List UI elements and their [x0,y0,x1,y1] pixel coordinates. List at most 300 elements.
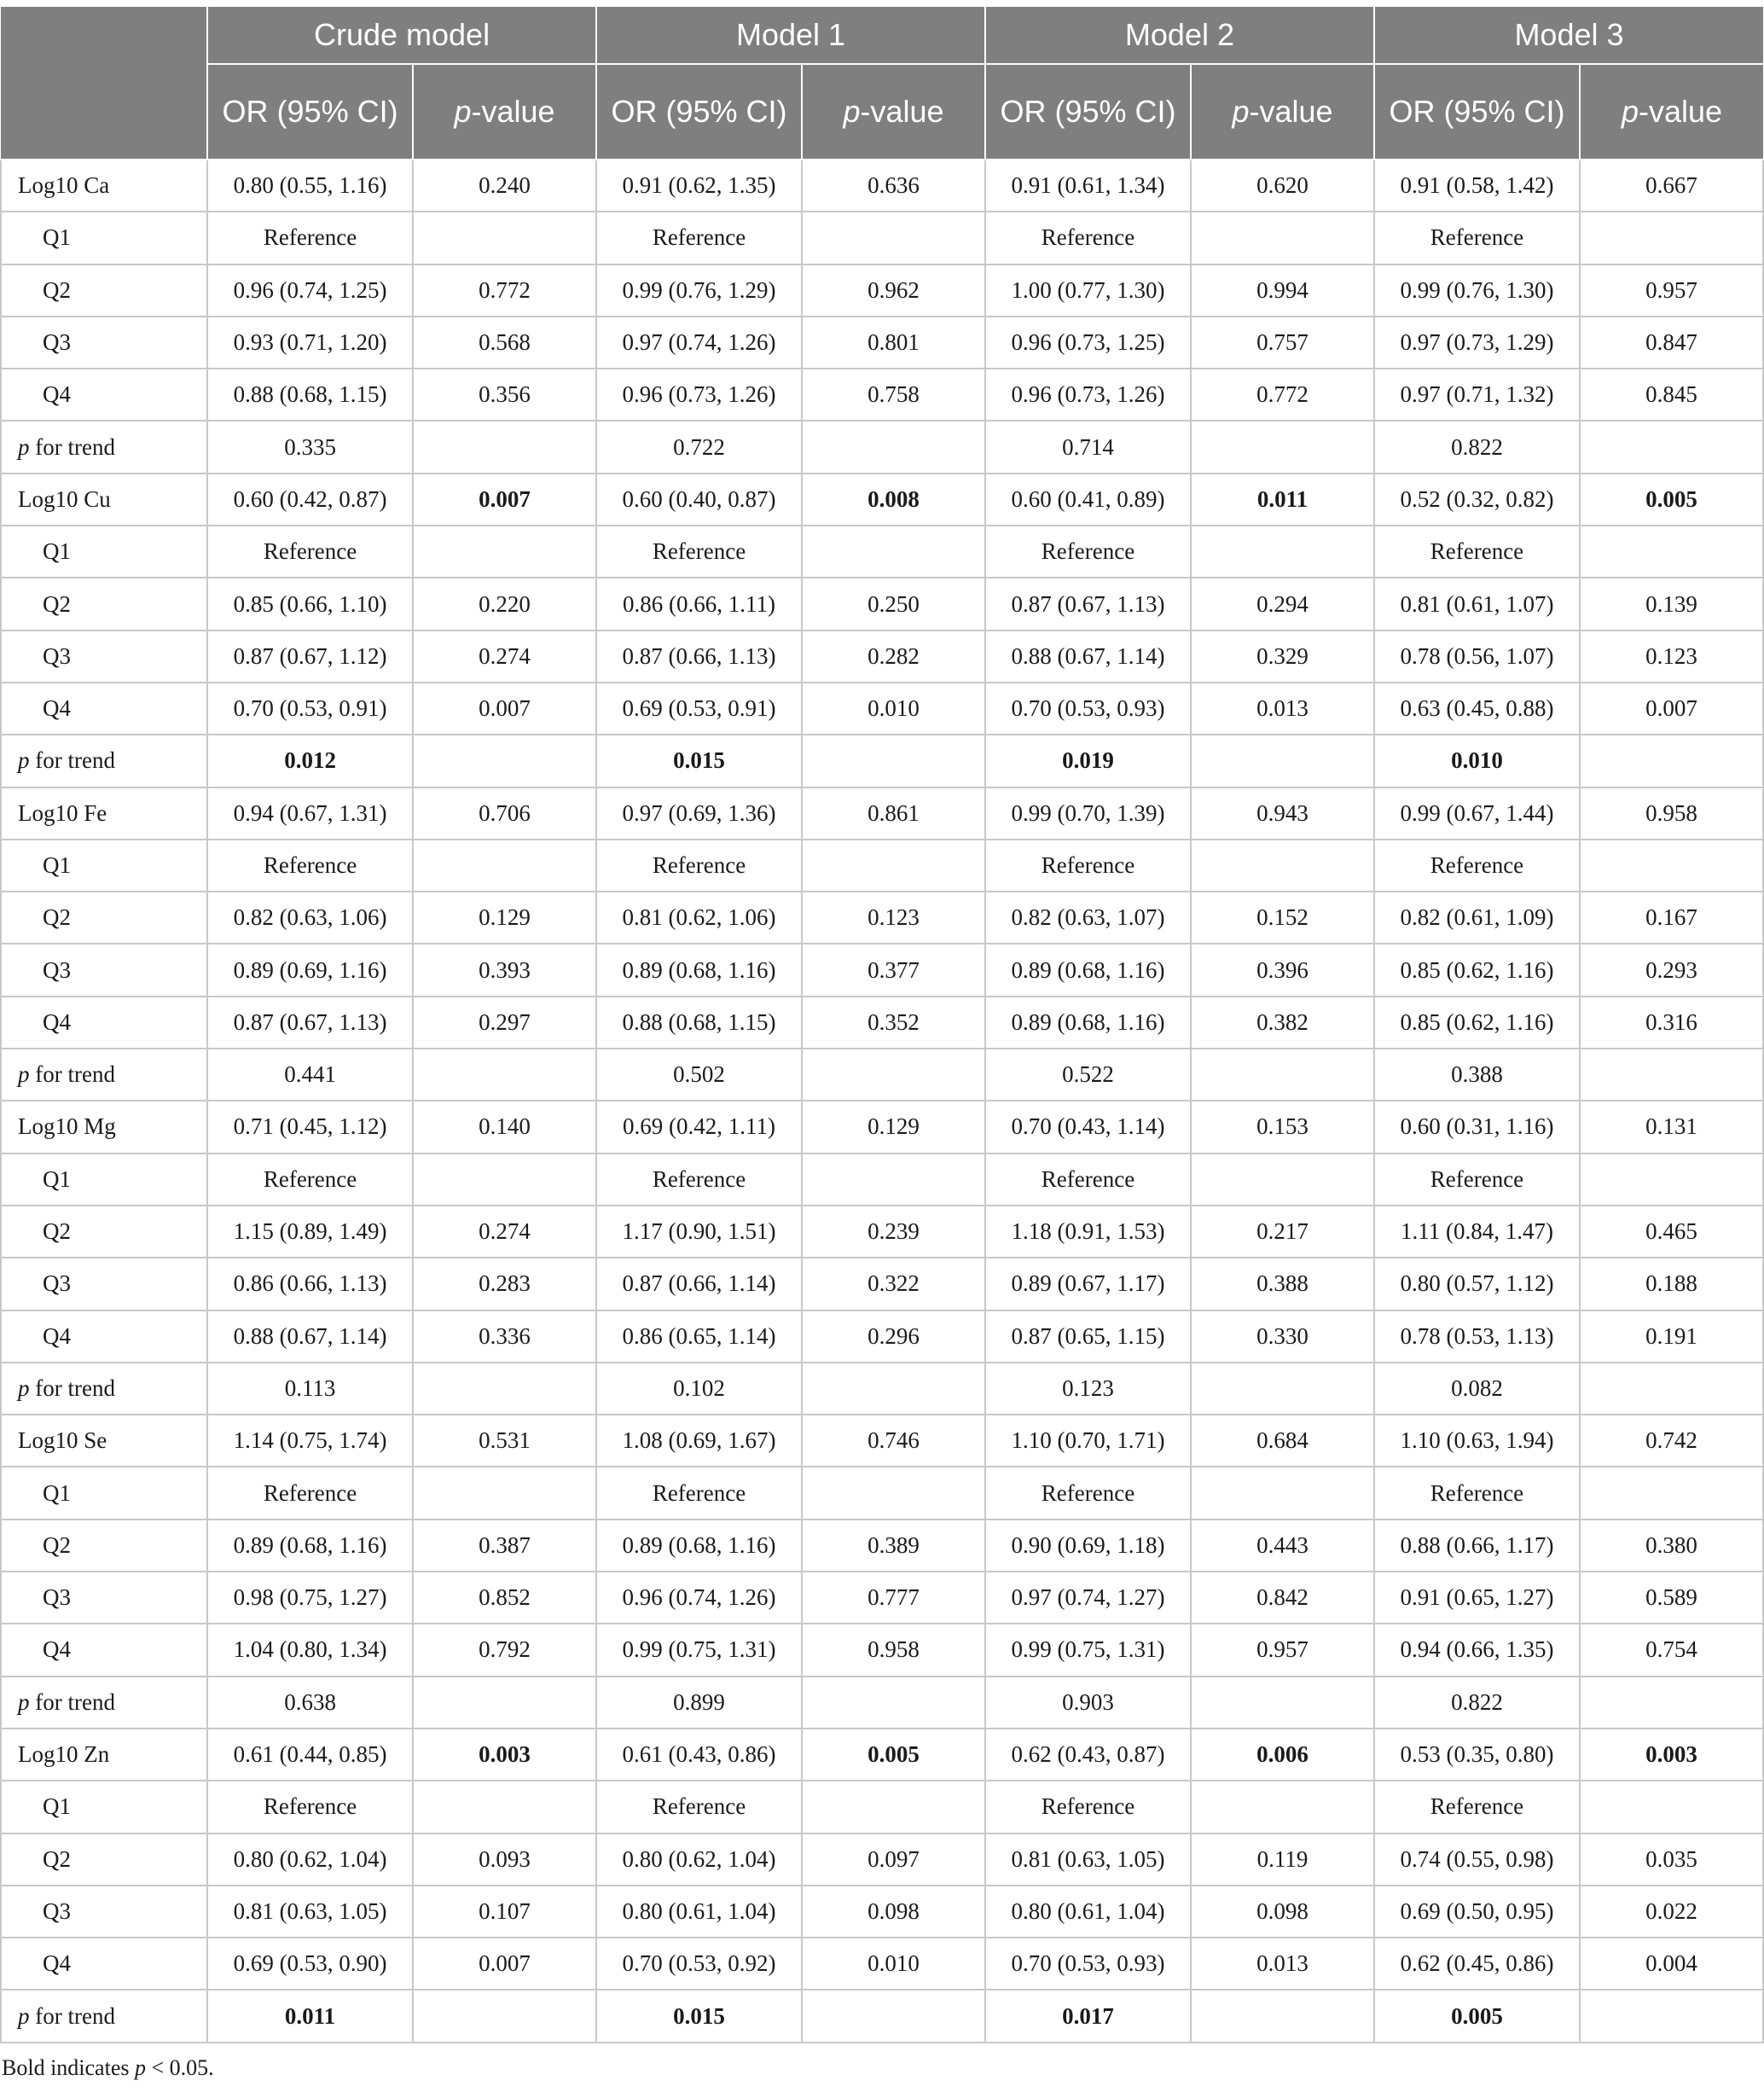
p-value-cell: 0.465 [1580,1206,1763,1258]
or-ci-cell: 0.81 (0.62, 1.06) [596,892,802,944]
or-ci-cell: 0.61 (0.43, 0.86) [596,1729,802,1781]
or-ci-cell: 0.011 [207,1990,413,2042]
p-value-cell: 0.958 [802,1624,985,1676]
or-ci-cell: Reference [1374,1154,1580,1206]
table-row [1,578,1763,630]
or-ci-cell: Reference [985,212,1191,264]
p-value-cell: 0.757 [1191,317,1374,369]
header-model-2: Model 2 [985,7,1374,64]
row-label: Q4 [1,1310,207,1363]
p-value-cell [413,1677,596,1729]
row-label: Q1 [1,1781,207,1833]
p-value-cell: 0.274 [413,1206,596,1258]
or-ci-cell: 0.82 (0.63, 1.06) [207,892,413,944]
p-value-cell [802,1781,985,1833]
row-label: Log10 Mg [1,1101,207,1153]
table-row [1,421,1763,473]
or-ci-cell: 0.87 (0.67, 1.13) [207,997,413,1049]
or-ci-cell: 0.89 (0.68, 1.16) [596,944,802,996]
p-value-cell [802,1363,985,1415]
p-value-cell: 0.336 [413,1310,596,1363]
or-ci-cell: 0.60 (0.41, 0.89) [985,474,1191,526]
p-value-cell: 0.772 [1191,369,1374,421]
or-ci-cell: 0.97 (0.73, 1.29) [1374,317,1580,369]
or-ci-cell: 0.81 (0.61, 1.07) [1374,578,1580,630]
p-value-cell: 0.107 [413,1886,596,1938]
p-value-cell [413,735,596,787]
or-ci-cell: 0.90 (0.69, 1.18) [985,1520,1191,1572]
p-value-cell: 0.098 [1191,1886,1374,1938]
p-value-cell: 0.387 [413,1520,596,1572]
or-ci-cell: 0.99 (0.67, 1.44) [1374,787,1580,840]
p-value-cell: 0.842 [1191,1572,1374,1624]
or-ci-cell: 0.91 (0.65, 1.27) [1374,1572,1580,1624]
p-value-cell: 0.962 [802,264,985,317]
or-ci-cell: Reference [1374,1467,1580,1519]
or-ci-cell: 0.388 [1374,1049,1580,1101]
p-value-cell [1580,526,1763,578]
or-ci-cell: 1.10 (0.70, 1.71) [985,1415,1191,1467]
p-value-cell: 0.746 [802,1415,985,1467]
p-value-cell: 0.119 [1191,1833,1374,1886]
or-ci-cell: 0.80 (0.62, 1.04) [596,1833,802,1886]
or-ci-cell: 0.69 (0.42, 1.11) [596,1101,802,1153]
or-ci-cell: 0.70 (0.53, 0.93) [985,683,1191,735]
header-model-3: Model 3 [1374,7,1763,64]
or-ci-cell: 0.015 [596,1990,802,2042]
header-or-ci: OR (95% CI) [207,64,413,160]
or-ci-cell: Reference [207,1781,413,1833]
or-ci-cell: 0.82 (0.63, 1.07) [985,892,1191,944]
row-label: Q3 [1,1258,207,1310]
p-value-cell [1191,1363,1374,1415]
or-ci-cell: 0.70 (0.43, 1.14) [985,1101,1191,1153]
table-container [0,7,1764,2081]
p-value-cell [802,421,985,473]
or-ci-cell: Reference [596,840,802,892]
or-ci-cell: Reference [596,212,802,264]
or-ci-cell: 1.17 (0.90, 1.51) [596,1206,802,1258]
row-label: p for trend [1,1990,207,2042]
or-ci-cell: 0.69 (0.50, 0.95) [1374,1886,1580,1938]
p-value-cell: 0.396 [1191,944,1374,996]
table-row [1,160,1763,212]
row-label: Q3 [1,944,207,996]
header-p-italic: p [843,94,861,129]
row-label: Q3 [1,1572,207,1624]
or-ci-cell: 0.96 (0.73, 1.25) [985,317,1191,369]
or-ci-cell: 0.78 (0.56, 1.07) [1374,631,1580,683]
p-value-cell: 0.777 [802,1572,985,1624]
p-value-cell: 0.772 [413,264,596,317]
row-label: Log10 Se [1,1415,207,1467]
or-ci-cell: 1.18 (0.91, 1.53) [985,1206,1191,1258]
table-row [1,1363,1763,1415]
p-value-cell [1580,1154,1763,1206]
table-row [1,1990,1763,2042]
row-label: Q4 [1,369,207,421]
header-or-ci: OR (95% CI) [1374,64,1580,160]
p-value-cell [1191,1781,1374,1833]
table-row [1,892,1763,944]
p-value-cell [413,212,596,264]
header-p-italic: p [454,94,472,129]
table-row [1,1415,1763,1467]
or-ci-cell: 0.81 (0.63, 1.05) [985,1833,1191,1886]
header-or-ci: OR (95% CI) [985,64,1191,160]
row-label: Q4 [1,1938,207,1990]
or-ci-cell: 0.91 (0.62, 1.35) [596,160,802,212]
or-ci-cell: 0.89 (0.68, 1.16) [596,1520,802,1572]
header-p-rest: -value [860,94,944,129]
or-ci-cell: 0.99 (0.75, 1.31) [985,1624,1191,1676]
header-model-1: Model 1 [596,7,985,64]
p-value-cell [1191,1154,1374,1206]
or-ci-cell: 0.85 (0.66, 1.10) [207,578,413,630]
p-value-cell [1580,1049,1763,1101]
or-ci-cell: 0.502 [596,1049,802,1101]
table-row [1,787,1763,840]
p-value-cell: 0.131 [1580,1101,1763,1153]
or-ci-cell: 0.88 (0.68, 1.15) [207,369,413,421]
row-label: Q1 [1,1467,207,1519]
or-ci-cell: 0.74 (0.55, 0.98) [1374,1833,1580,1886]
or-ci-cell: 1.14 (0.75, 1.74) [207,1415,413,1467]
p-value-cell [1580,840,1763,892]
table-row [1,369,1763,421]
or-ci-cell: 0.99 (0.76, 1.29) [596,264,802,317]
or-ci-cell: 0.93 (0.71, 1.20) [207,317,413,369]
or-ci-cell: 0.71 (0.45, 1.12) [207,1101,413,1153]
p-value-cell: 0.003 [1580,1729,1763,1781]
p-value-cell [802,1154,985,1206]
p-value-cell: 0.393 [413,944,596,996]
or-ci-cell: 0.70 (0.53, 0.92) [596,1938,802,1990]
p-value-cell [802,1049,985,1101]
p-value-cell [1191,212,1374,264]
p-value-cell [413,1363,596,1415]
p-value-cell: 0.316 [1580,997,1763,1049]
p-value-cell [413,1990,596,2042]
or-ci-cell: Reference [596,526,802,578]
or-ci-cell: 1.00 (0.77, 1.30) [985,264,1191,317]
or-ci-cell: 0.52 (0.32, 0.82) [1374,474,1580,526]
table-row [1,1624,1763,1676]
p-value-cell: 0.013 [1191,683,1374,735]
or-ci-cell: 0.86 (0.65, 1.14) [596,1310,802,1363]
table-row [1,1572,1763,1624]
p-value-cell: 0.007 [413,474,596,526]
p-value-cell: 0.004 [1580,1938,1763,1990]
p-value-cell: 0.022 [1580,1886,1763,1938]
or-ci-cell: 0.019 [985,735,1191,787]
or-ci-cell: 1.10 (0.63, 1.94) [1374,1415,1580,1467]
row-label: Q1 [1,840,207,892]
or-ci-cell: 0.70 (0.53, 0.93) [985,1938,1191,1990]
p-value-cell: 0.801 [802,317,985,369]
p-value-cell: 0.005 [802,1729,985,1781]
table-row [1,840,1763,892]
or-ci-cell: 0.017 [985,1990,1191,2042]
or-ci-cell: 0.88 (0.67, 1.14) [985,631,1191,683]
p-value-cell: 0.861 [802,787,985,840]
table-row [1,1886,1763,1938]
or-ci-cell: 0.99 (0.76, 1.30) [1374,264,1580,317]
or-ci-cell: 0.60 (0.42, 0.87) [207,474,413,526]
or-ci-cell: 0.89 (0.68, 1.16) [985,997,1191,1049]
or-ci-cell: 1.04 (0.80, 1.34) [207,1624,413,1676]
p-value-cell: 0.123 [1580,631,1763,683]
p-value-cell: 0.382 [1191,997,1374,1049]
p-value-cell [413,1781,596,1833]
p-value-cell: 0.958 [1580,787,1763,840]
row-label: Q4 [1,997,207,1049]
p-value-cell: 0.706 [413,787,596,840]
p-value-cell: 0.443 [1191,1520,1374,1572]
or-ci-cell: 0.85 (0.62, 1.16) [1374,944,1580,996]
or-ci-cell: 0.96 (0.73, 1.26) [596,369,802,421]
or-ci-cell: 0.80 (0.55, 1.16) [207,160,413,212]
table-body [1,160,1763,2043]
p-value-cell: 0.845 [1580,369,1763,421]
or-ci-cell: 0.441 [207,1049,413,1101]
p-value-cell: 0.250 [802,578,985,630]
p-value-cell [1191,526,1374,578]
or-ci-cell: 0.015 [596,735,802,787]
p-value-cell: 0.589 [1580,1572,1763,1624]
or-ci-cell: Reference [1374,840,1580,892]
header-p-value [413,64,596,160]
p-value-cell: 0.220 [413,578,596,630]
or-ci-cell: 0.89 (0.67, 1.17) [985,1258,1191,1310]
or-ci-cell: 0.94 (0.67, 1.31) [207,787,413,840]
row-label: Q2 [1,1520,207,1572]
header-p-rest: -value [471,94,555,129]
or-ci-cell: 0.63 (0.45, 0.88) [1374,683,1580,735]
table-row [1,631,1763,683]
p-value-cell [1580,1781,1763,1833]
p-value-cell: 0.153 [1191,1101,1374,1153]
p-value-cell [413,1154,596,1206]
or-ci-cell: 0.87 (0.66, 1.13) [596,631,802,683]
or-ci-cell: Reference [985,1781,1191,1833]
or-ci-cell: Reference [207,526,413,578]
or-ci-cell: Reference [985,840,1191,892]
table-row [1,317,1763,369]
p-value-cell: 0.330 [1191,1310,1374,1363]
row-label: Q4 [1,1624,207,1676]
p-value-cell [1580,1677,1763,1729]
row-label: p for trend [1,1677,207,1729]
footnote-suffix: < 0.05. [145,2054,214,2080]
p-value-cell: 0.377 [802,944,985,996]
p-value-cell: 0.356 [413,369,596,421]
header-p-rest: -value [1638,94,1723,129]
or-ci-cell: Reference [207,840,413,892]
p-value-cell: 0.129 [413,892,596,944]
or-ci-cell: 0.96 (0.74, 1.26) [596,1572,802,1624]
row-label: Q2 [1,264,207,317]
or-ci-cell: 0.78 (0.53, 1.13) [1374,1310,1580,1363]
p-value-cell: 0.754 [1580,1624,1763,1676]
row-label: Q1 [1,526,207,578]
or-ci-cell: 0.85 (0.62, 1.16) [1374,997,1580,1049]
table-row [1,1677,1763,1729]
or-ci-cell: 0.62 (0.45, 0.86) [1374,1938,1580,1990]
p-value-cell [1580,1467,1763,1519]
p-value-cell [413,1467,596,1519]
table-row [1,264,1763,317]
or-ci-cell: 0.82 (0.61, 1.09) [1374,892,1580,944]
p-value-cell [802,1467,985,1519]
table-row [1,212,1763,264]
p-value-cell: 0.167 [1580,892,1763,944]
p-value-cell: 0.011 [1191,474,1374,526]
p-value-cell: 0.035 [1580,1833,1763,1886]
p-value-cell: 0.217 [1191,1206,1374,1258]
p-value-cell [802,1677,985,1729]
or-ci-cell: 0.89 (0.68, 1.16) [985,944,1191,996]
or-ci-cell: Reference [1374,526,1580,578]
table-row [1,997,1763,1049]
or-ci-cell: 0.88 (0.68, 1.15) [596,997,802,1049]
or-ci-cell: 0.53 (0.35, 0.80) [1374,1729,1580,1781]
p-value-cell [1191,1677,1374,1729]
or-ci-cell: 0.97 (0.69, 1.36) [596,787,802,840]
row-label: Log10 Fe [1,787,207,840]
p-value-cell [413,526,596,578]
row-label: p for trend [1,735,207,787]
or-ci-cell: 0.89 (0.68, 1.16) [207,1520,413,1572]
or-ci-cell: 0.70 (0.53, 0.91) [207,683,413,735]
p-value-cell: 0.352 [802,997,985,1049]
or-ci-cell: 0.714 [985,421,1191,473]
p-value-cell: 0.568 [413,317,596,369]
p-value-cell: 0.322 [802,1258,985,1310]
table-row [1,944,1763,996]
row-label: Q2 [1,578,207,630]
header-corner-cell [1,7,207,160]
header-or-ci: OR (95% CI) [596,64,802,160]
p-value-cell: 0.389 [802,1520,985,1572]
or-ci-cell: Reference [207,1154,413,1206]
or-ci-cell: Reference [985,1154,1191,1206]
or-ci-cell: 0.005 [1374,1990,1580,2042]
or-ci-cell: 0.80 (0.61, 1.04) [596,1886,802,1938]
or-ci-cell: 0.98 (0.75, 1.27) [207,1572,413,1624]
table-row [1,1206,1763,1258]
or-ci-cell: 0.638 [207,1677,413,1729]
or-ci-cell: 0.88 (0.66, 1.17) [1374,1520,1580,1572]
p-value-cell: 0.293 [1580,944,1763,996]
p-value-cell: 0.123 [802,892,985,944]
or-ci-cell: Reference [985,1467,1191,1519]
p-value-cell [802,1990,985,2042]
or-ci-cell: 1.11 (0.84, 1.47) [1374,1206,1580,1258]
p-value-cell [413,840,596,892]
table-row [1,1310,1763,1363]
p-value-cell [1580,735,1763,787]
or-ci-cell: 0.010 [1374,735,1580,787]
p-value-cell: 0.852 [413,1572,596,1624]
p-value-cell: 0.152 [1191,892,1374,944]
p-value-cell: 0.008 [802,474,985,526]
p-value-cell: 0.007 [413,1938,596,1990]
or-ci-cell: 0.822 [1374,421,1580,473]
or-ci-cell: 0.88 (0.67, 1.14) [207,1310,413,1363]
p-value-cell: 0.380 [1580,1520,1763,1572]
or-ci-cell: 0.87 (0.66, 1.14) [596,1258,802,1310]
or-ci-cell: 0.62 (0.43, 0.87) [985,1729,1191,1781]
p-value-cell: 0.003 [413,1729,596,1781]
p-value-cell [802,735,985,787]
or-ci-cell: 0.123 [985,1363,1191,1415]
p-value-cell [1191,1990,1374,2042]
or-ci-cell: 0.96 (0.73, 1.26) [985,369,1191,421]
or-ci-cell: 0.903 [985,1677,1191,1729]
p-value-cell: 0.010 [802,1938,985,1990]
or-ci-cell: Reference [596,1154,802,1206]
or-ci-cell: 0.60 (0.31, 1.16) [1374,1101,1580,1153]
p-value-cell: 0.742 [1580,1415,1763,1467]
p-value-cell [1580,1990,1763,2042]
row-label: Q1 [1,1154,207,1206]
p-value-cell [802,212,985,264]
subheader-row [1,64,1763,160]
p-value-cell: 0.010 [802,683,985,735]
table-row [1,1938,1763,1990]
p-value-cell: 0.620 [1191,160,1374,212]
p-value-cell: 0.758 [802,369,985,421]
row-label: Q1 [1,212,207,264]
or-ci-cell: 0.335 [207,421,413,473]
or-ci-cell: Reference [985,526,1191,578]
p-value-cell: 0.296 [802,1310,985,1363]
p-value-cell: 0.283 [413,1258,596,1310]
or-ci-cell: Reference [1374,212,1580,264]
p-value-cell [802,840,985,892]
p-value-cell: 0.329 [1191,631,1374,683]
p-value-cell: 0.006 [1191,1729,1374,1781]
table-header [1,7,1763,160]
or-ci-cell: 0.722 [596,421,802,473]
p-value-cell: 0.093 [413,1833,596,1886]
p-value-cell: 0.531 [413,1415,596,1467]
or-ci-cell: 0.94 (0.66, 1.35) [1374,1624,1580,1676]
header-model-crude: Crude model [207,7,596,64]
odds-ratio-table [0,7,1764,2043]
table-row [1,526,1763,578]
header-p-value [1580,64,1763,160]
footnote-prefix: Bold indicates [2,2054,135,2080]
p-value-cell [1191,735,1374,787]
p-value-cell: 0.098 [802,1886,985,1938]
or-ci-cell: 0.81 (0.63, 1.05) [207,1886,413,1938]
or-ci-cell: 0.012 [207,735,413,787]
p-value-cell [802,526,985,578]
p-value-cell: 0.294 [1191,578,1374,630]
or-ci-cell: 0.80 (0.62, 1.04) [207,1833,413,1886]
or-ci-cell: 0.822 [1374,1677,1580,1729]
p-value-cell [1191,421,1374,473]
p-value-cell: 0.957 [1191,1624,1374,1676]
footnote-p: p [134,2054,146,2080]
p-value-cell: 0.943 [1191,787,1374,840]
p-value-cell: 0.140 [413,1101,596,1153]
or-ci-cell: Reference [596,1781,802,1833]
or-ci-cell: 0.80 (0.57, 1.12) [1374,1258,1580,1310]
p-value-cell: 0.388 [1191,1258,1374,1310]
